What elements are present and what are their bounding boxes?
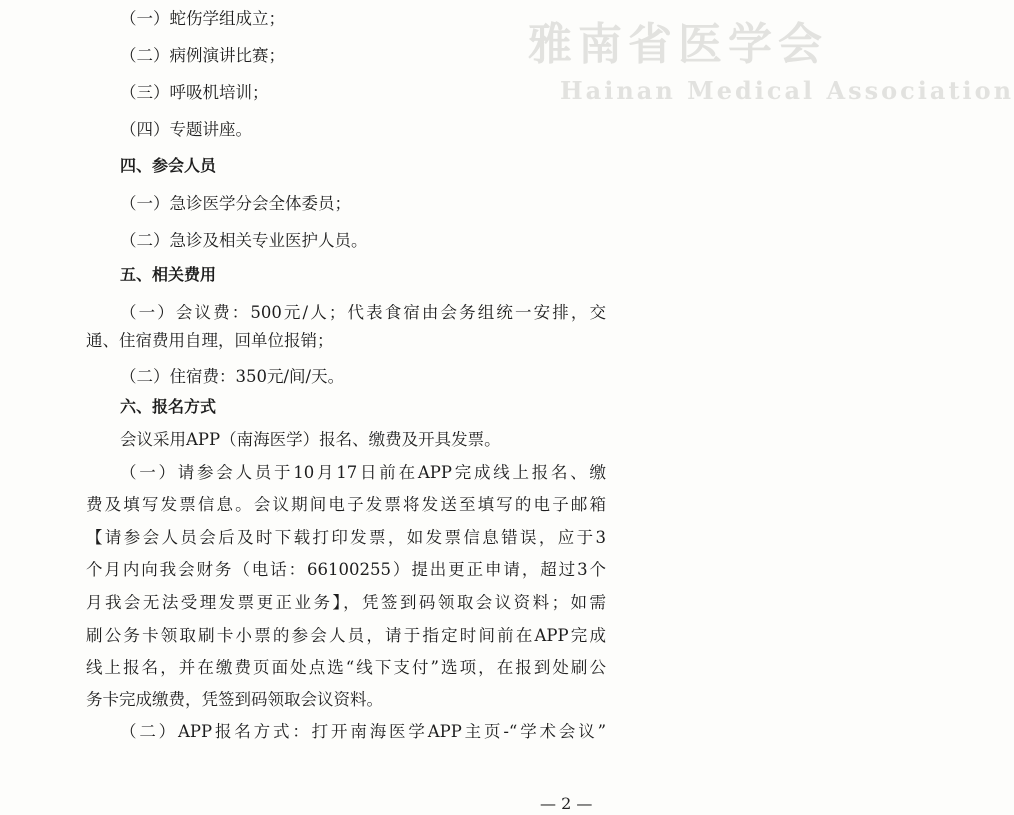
section-heading: 五、相关费用 [120, 265, 217, 284]
paragraph-line: 个月内向我会财务（电话：66100255）提出更正申请，超过3个 [86, 560, 606, 579]
watermark [520, 0, 1014, 120]
section-heading: 六、报名方式 [120, 397, 217, 416]
watermark-english: Hainan Medical Association [560, 76, 1014, 105]
paragraph-line: 通、住宿费用自理，回单位报销； [86, 331, 334, 350]
paragraph-line: （一）会议费：500元/人；代表食宿由会务组统一安排，交 [120, 303, 606, 322]
paragraph-line: （二）APP报名方式：打开南海医学APP主页-“学术会议” [120, 722, 606, 741]
paragraph-line: （二）住宿费：350元/间/天。 [120, 367, 345, 386]
paragraph-line: （一）请参会人员于10月17日前在APP完成线上报名、缴 [120, 463, 606, 482]
watermark-chinese: 雅南省医学会 [528, 19, 828, 70]
paragraph-line: 费及填写发票信息。会议期间电子发票将发送至填写的电子邮箱 [86, 495, 606, 514]
paragraph-line: （二）急诊及相关专业医护人员。 [120, 231, 368, 250]
paragraph-line: 月我会无法受理发票更正业务】，凭签到码领取会议资料；如需 [86, 593, 606, 612]
paragraph-line: 【请参会人员会后及时下载打印发票，如发票信息错误，应于3 [86, 528, 606, 547]
section-heading: 四、参会人员 [120, 156, 217, 175]
paragraph-line: （四）专题讲座。 [120, 120, 252, 139]
paragraph-line: 刷公务卡领取刷卡小票的参会人员，请于指定时间前在APP完成 [86, 626, 606, 645]
paragraph-line: （二）病例演讲比赛； [120, 46, 285, 65]
paragraph-line: 务卡完成缴费，凭签到码领取会议资料。 [86, 690, 383, 709]
page-number: — 2 — [540, 794, 593, 813]
paragraph-line: （三）呼吸机培训； [120, 83, 269, 102]
paragraph-line: （一）急诊医学分会全体委员； [120, 194, 351, 213]
paragraph-line: 线上报名，并在缴费页面处点选“线下支付”选项，在报到处刷公 [86, 658, 606, 677]
paragraph-line: （一）蛇伤学组成立； [120, 9, 285, 28]
paragraph-line: 会议采用APP（南海医学）报名、缴费及开具发票。 [120, 430, 501, 449]
